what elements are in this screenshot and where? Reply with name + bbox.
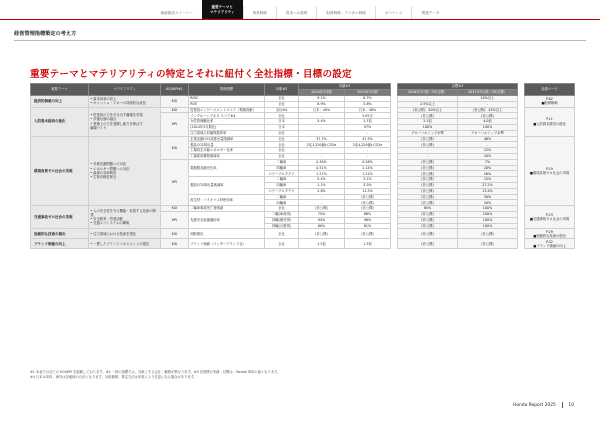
target-2031-cell: 100%	[458, 206, 518, 212]
result-2025-cell: -	[345, 130, 391, 136]
col-header-kind: KGI/KPI※1	[161, 84, 189, 96]
result-2024-cell: 0.30%	[299, 159, 345, 165]
target-2031-cell: 30%	[458, 194, 518, 200]
result-2024-cell: 94%	[299, 217, 345, 223]
reference-page-link[interactable]: P.11 ■人的資本経営の進化	[525, 107, 575, 136]
scope-cell: 日本	[265, 124, 299, 130]
result-2025-cell: 96%	[345, 217, 391, 223]
top-navigation	[0, 0, 600, 20]
indicator-cell: 製品CO2排出量削減率	[189, 177, 265, 194]
col-header-target: 目標※3	[398, 84, 518, 90]
nav-tab-finance-digital[interactable]: 財務戦略・デジタル戦略	[316, 6, 374, 20]
target-2031-cell: 30%	[458, 200, 518, 206]
indicator-cell: 知財創出	[189, 229, 265, 239]
nav-divider	[0, 19, 600, 20]
target-2026-cell: (非公開)	[398, 159, 458, 165]
indicator-cell: ROIC	[189, 95, 265, 101]
reference-page-link[interactable]: P.23 ■交通事故ゼロ社会の実現	[525, 206, 575, 229]
result-2025-cell: 47.5%	[345, 136, 391, 142]
nav-tab-future-challenge[interactable]: 将来への挑戦	[276, 6, 317, 20]
result-2024-cell: 2.8%	[299, 188, 345, 194]
scope-cell: 全社	[265, 95, 299, 101]
result-2024-cell: 1.2倍	[299, 239, 345, 249]
scope-cell: 全社	[265, 113, 299, 119]
target-2026-cell: (非公開)	[398, 211, 458, 217]
result-2025-cell: (非公開)	[345, 206, 391, 212]
target-2031-cell: 27.2%	[458, 182, 518, 188]
indicator-cell: 電動製品販売比率	[189, 159, 265, 176]
kgi-kpi-cell: KGI	[161, 136, 189, 159]
target-2031-cell: 15%	[458, 177, 518, 183]
kgi-kpi-cell: KGI	[161, 229, 189, 239]
result-2025-cell: 61%	[345, 223, 391, 229]
target-2026-cell: (非公開)	[398, 182, 458, 188]
scope-cell: 四輪(販売別)	[265, 217, 299, 223]
theme-cell: 環境負荷ゼロ社会の実現	[31, 136, 89, 206]
theme-cell: 交通事故ゼロ社会の実現	[31, 206, 89, 229]
result-2025-cell: (非公開)	[345, 200, 391, 206]
theme-cell: ブランド価値の向上	[31, 239, 89, 249]
target-2031-cell: 100%	[458, 211, 518, 217]
target-2026-cell: (非公開)	[398, 165, 458, 171]
result-2025-cell: 3.67点	[345, 113, 391, 119]
kgi-kpi-cell: KGI	[161, 95, 189, 107]
result-2024-cell: 1.1%	[299, 182, 345, 188]
target-2031-cell: 7%	[458, 159, 518, 165]
result-2025-cell: 0.58%	[345, 159, 391, 165]
kpi-table	[30, 83, 575, 249]
col-header-scope: 対象※2	[265, 84, 299, 96]
indicator-cell: ブランド価値（インターブランド社）	[189, 239, 265, 249]
target-2031-cell: 46%	[458, 136, 518, 142]
target-2026-cell: (非公開)	[398, 200, 458, 206]
result-2025-cell: 2兆4,220億t-CO2e	[345, 142, 391, 148]
indicator-cell: 先進安全装備適用率	[189, 211, 265, 228]
scope-cell: 二輪(車両別)	[265, 211, 299, 217]
target-2026-cell: (非公開)	[398, 223, 458, 229]
target-2026-cell: -	[398, 153, 458, 159]
target-2031-cell: 12%	[458, 148, 518, 154]
target-2031-cell: -	[458, 142, 518, 148]
target-2031-cell: (非公開)：45%以上	[458, 107, 518, 113]
scope-cell: 全社	[265, 153, 299, 159]
result-2024-cell: (非公開)	[299, 206, 345, 212]
reference-page-link[interactable]: P.29 ■独創的な技術の創出	[525, 229, 575, 239]
target-2031-cell: 26%	[458, 171, 518, 177]
scope-cell: 四輪車	[265, 182, 299, 188]
section-rule	[14, 40, 586, 41]
result-2024-cell: -	[299, 124, 345, 130]
report-name: Honda Report 2025	[513, 402, 556, 408]
target-2031-cell: 10%以上	[458, 95, 518, 101]
target-2031-cell: 20%	[458, 165, 518, 171]
target-2026-cell: (非公開)	[398, 171, 458, 177]
section-label: 経営管理指標策定の考え方	[14, 31, 77, 37]
result-2024-cell: 2兆1,220億t-CO2e	[299, 142, 345, 148]
indicator-cell: 工場再生可能エネルギー比率	[189, 148, 265, 154]
target-2026-cell: 2.5%以上	[398, 101, 458, 107]
target-2031-cell: (非公開)	[458, 239, 518, 249]
result-2024-cell: 75%	[299, 211, 345, 217]
result-2025-cell: (非公開)	[345, 194, 391, 200]
materiality-cell: • 資本効率の向上 • キャッシュ・フローの持続的な成長	[89, 95, 161, 107]
result-2024-cell: 5.4%	[299, 119, 345, 125]
target-2031-cell: 100%	[458, 124, 518, 130]
target-2031-cell: -	[458, 101, 518, 107]
result-2025-cell: 5.6%	[345, 101, 391, 107]
target-2031-cell: 100%	[458, 217, 518, 223]
kgi-kpi-cell: KGI	[161, 239, 189, 249]
footnotes	[30, 370, 570, 379]
theme-cell: 人的資本経営の進化	[31, 107, 89, 136]
target-2031-cell: グローバルトップ水準	[458, 130, 518, 136]
col-header-2024: 2024年3月期	[299, 89, 345, 95]
materiality-cell: • 注力領域における技術を強化	[89, 229, 161, 239]
result-2025-cell: 97%	[345, 124, 391, 130]
reference-page-link[interactable]: P.32 ■ブランド価値の向上	[525, 239, 575, 249]
scope-cell: 全社	[265, 239, 299, 249]
table-row	[31, 239, 575, 249]
col-header-2025: 2025年3月期	[345, 89, 391, 95]
scope-cell: 四輪車	[265, 165, 299, 171]
result-2025-cell: (非公開)	[345, 229, 391, 239]
spacer	[391, 229, 398, 239]
scope-cell: 全社	[265, 136, 299, 142]
scope-cell: 二輪車	[265, 194, 299, 200]
result-2025-cell: 12.5%	[345, 188, 391, 194]
theme-cell: 経済的価値の向上	[31, 95, 89, 107]
result-2024-cell: 37.7%	[299, 136, 345, 142]
col-header-2031: 2031年3月期（5年目標）	[458, 89, 518, 95]
nav-tab-governance[interactable]: ガバナンス	[375, 6, 412, 20]
kgi-kpi-cell: KGI	[161, 206, 189, 212]
target-2026-cell: (非公開)	[398, 188, 458, 194]
spacer	[518, 229, 525, 239]
scope-cell: 全社	[265, 148, 299, 154]
scope-cell: 全社※4	[265, 107, 299, 113]
nav-tab-related-data[interactable]: 関連データ	[411, 6, 448, 20]
target-2031-cell: 4.0倍	[458, 119, 518, 125]
kgi-kpi-cell: KPI	[161, 159, 189, 205]
target-2031-cell: 100%	[458, 223, 518, 229]
indicator-cell: 従業員エンゲージメントスコア（業績貢献）	[189, 107, 265, 113]
result-2025-cell: 3.1%	[345, 177, 391, 183]
materiality-cell: • 従業員の力を引き出す職場を実現 • 多様な個の融合 • 業務上の力を発揮し能力を伸ばす 職場づくり	[89, 107, 161, 136]
target-2026-cell: -	[398, 95, 458, 101]
result-2024-cell: -	[299, 113, 345, 119]
result-2025-cell: 1.3倍	[345, 239, 391, 249]
indicator-cell: 工場系廃棄物削減率	[189, 153, 265, 159]
indicator-cell: (2024年3月期比)	[189, 124, 265, 130]
target-2026-cell: -	[398, 148, 458, 154]
result-2024-cell: 1.27%	[299, 171, 345, 177]
result-2024-cell: 5.4%	[299, 177, 345, 183]
target-2026-cell: 2.1倍	[398, 119, 458, 125]
target-2031-cell: (非公開)	[458, 229, 518, 239]
nav-tab-materiality-line2: マテリアリティ	[209, 10, 235, 14]
nav-tab-business-strategy[interactable]: 事業戦略	[243, 6, 276, 20]
result-2024-cell: -	[299, 194, 345, 200]
scope-cell: 四輪(台数別)	[265, 223, 299, 229]
scope-cell: 二輪車	[265, 159, 299, 165]
col-header-materiality: マテリアリティ	[89, 84, 161, 96]
col-header-2026: 2026年3月期（2年目標）	[398, 89, 458, 95]
indicator-cell: 再生材・バイオマス材使用率	[189, 194, 265, 206]
target-2026-cell: グローバルトップ水準	[398, 130, 458, 136]
nav-tab-materiality[interactable]	[202, 0, 243, 20]
result-2025-cell: 6.7%	[345, 95, 391, 101]
result-2024-cell: -	[299, 153, 345, 159]
result-2025-cell: 86%	[345, 211, 391, 217]
result-2024-cell: -	[299, 130, 345, 136]
scope-cell: 全社	[265, 206, 299, 212]
indicator-cell: 女性管理職比率	[189, 119, 265, 125]
result-2024-cell: (非公開)	[299, 229, 345, 239]
nav-tab-materiality-line1: 重要テーマと	[211, 5, 233, 9]
table-row	[31, 229, 575, 239]
target-2026-cell: (非公開)	[398, 229, 458, 239]
col-header-ref: 参照ページ	[525, 84, 575, 96]
target-2026-cell: 100%	[398, 124, 458, 130]
target-2026-cell: (非公開)	[398, 136, 458, 142]
kgi-kpi-cell: KPI	[161, 211, 189, 228]
reference-page-link[interactable]: P.62 ■財務戦略	[525, 95, 575, 107]
scope-cell: 日本	[265, 119, 299, 125]
footnote-line: ※1 本表では全ての KGI/KPI を掲載しております。※2 一部の指標では、対象とする会社・範囲が異なります。※3 各指標の実績・目標は、Honda 単体の値となります。	[30, 370, 281, 374]
nav-tab-value-story[interactable]: 価値創造ストーリー	[160, 10, 193, 15]
target-2026-cell: (非公開)：40%以上	[398, 107, 458, 113]
target-2026-cell: 85%	[398, 206, 458, 212]
col-header-results: 実績※3	[299, 84, 391, 90]
kgi-kpi-cell: KGI	[161, 107, 189, 113]
materiality-cell: • 人の安全性を守る機能・拡張する技術の開発 • 安全教育・啓発活動 • 交通エコシステムの構築	[89, 206, 161, 229]
spacer	[518, 239, 525, 249]
indicator-cell: インクルーシブネス スコア※4	[189, 113, 265, 119]
indicator-cell: 製品CO2排出量	[189, 142, 265, 148]
kgi-kpi-cell: KPI	[161, 113, 189, 136]
scope-cell: 二輪車	[265, 177, 299, 183]
target-2026-cell: (非公開)	[398, 217, 458, 223]
result-2025-cell: -	[345, 148, 391, 154]
target-2026-cell: (非公開)	[398, 239, 458, 249]
page-footer	[513, 402, 574, 408]
col-header-theme: 重要テーマ	[31, 84, 89, 96]
result-2025-cell: 1.7倍	[345, 119, 391, 125]
result-2024-cell: 0.51%	[299, 165, 345, 171]
theme-cell: 独創的な技術の創出	[31, 229, 89, 239]
result-2024-cell: 60%	[299, 223, 345, 229]
footer-divider	[562, 402, 563, 408]
result-2025-cell: 1.21%	[345, 171, 391, 177]
page-number: 10	[568, 402, 574, 408]
footnote-line: ※4 日本は単体、海外は各地域の合計となります。対象範囲、算定方法は年度により変更になる場合があります。	[30, 374, 197, 379]
result-2025-cell: 日本：48%	[345, 107, 391, 113]
result-2025-cell: 3.5%	[345, 182, 391, 188]
result-2025-cell: 2.14%	[345, 165, 391, 171]
target-2031-cell: 13.4%	[458, 188, 518, 194]
materiality-cell: • 一貫したブランドマネジメントの強化	[89, 239, 161, 249]
scope-cell: 四輪車	[265, 200, 299, 206]
indicator-cell: 企業活動CO2総排出量削減率	[189, 136, 265, 142]
col-header-indicator: 管理指標	[189, 84, 265, 96]
target-2026-cell: (非公開)	[398, 142, 458, 148]
target-2026-cell: (非公開)	[398, 177, 458, 183]
target-2026-cell: (非公開)	[398, 194, 458, 200]
spacer	[391, 239, 398, 249]
result-2024-cell: -	[299, 200, 345, 206]
result-2024-cell: 8.9%	[299, 101, 345, 107]
indicator-cell: 二輪車事故死亡者削減	[189, 206, 265, 212]
page-title: 重要テーマとマテリアリティの特定とそれに紐付く全社指標・目標の設定	[30, 69, 352, 80]
reference-page-link[interactable]: P.19 ■環境負荷ゼロ社会の実現	[525, 136, 575, 206]
materiality-cell: • 気候変動問題への対応 • エネルギー問題への対応 • 資源の効率利用 • 生物多様性保全	[89, 136, 161, 206]
scope-cell: 全社	[265, 130, 299, 136]
indicator-cell: 注力領域人材確保進捗率	[189, 130, 265, 136]
result-2024-cell: 日本：40%	[299, 107, 345, 113]
target-2026-cell: (非公開)	[398, 113, 458, 119]
scope-cell: パワープロダクツ	[265, 171, 299, 177]
scope-cell: 全社	[265, 229, 299, 239]
scope-cell: 全社	[265, 101, 299, 107]
scope-cell: 全社	[265, 142, 299, 148]
indicator-cell: ROE	[189, 101, 265, 107]
result-2025-cell: -	[345, 153, 391, 159]
result-2024-cell: 9.1%	[299, 95, 345, 101]
scope-cell: パワープロダクツ	[265, 188, 299, 194]
result-2024-cell: -	[299, 148, 345, 154]
target-2031-cell: (非公開)	[458, 113, 518, 119]
target-2031-cell: 20%	[458, 153, 518, 159]
